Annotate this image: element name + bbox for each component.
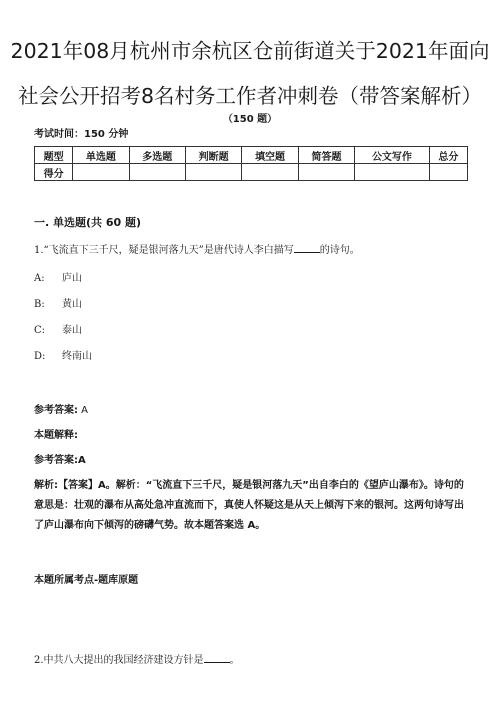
table-header-cell: 单选题 (73, 147, 129, 164)
option-text: 庐山 (62, 273, 82, 284)
answer-blank (204, 653, 230, 663)
answer-label: 参考答案: (34, 405, 78, 416)
option-key: A: (34, 273, 45, 284)
score-cell (242, 164, 298, 181)
explanation-title: 本题解释: (34, 430, 78, 441)
score-cell (429, 164, 467, 181)
question-text-after: 。 (229, 655, 240, 666)
option-key: B: (34, 299, 45, 310)
table-header-cell: 判断题 (185, 147, 241, 164)
score-table-score-row (35, 164, 468, 181)
table-header-cell: 填空题 (242, 147, 298, 164)
option-text: 黄山 (62, 299, 82, 310)
score-cell (298, 164, 354, 181)
explanation-text: 解析:【答案】A。解析：“飞流直下三千尺，疑是银河落九天”出自李白的《望庐山瀑布》。诗句的意思是：壮观的瀑布从高处急冲直流而下，真使人怀疑这是从天上倾泻下来的银河。这两句诗写出了庐山瀑布向下倾泻的磅礴气势。故本题答案选 A。 (34, 480, 464, 531)
exam-time: 考试时间：150 分钟 (34, 129, 129, 140)
reference-answer (34, 401, 88, 416)
answer-value: A (78, 405, 89, 416)
score-cell (355, 164, 430, 181)
option-d (34, 347, 92, 362)
option-a (34, 269, 82, 284)
document-title-line2: 社会公开招考8名村务工作者冲刺卷（带答案解析） (17, 84, 483, 108)
table-header-cell: 题型 (35, 147, 73, 164)
question-text-after: 的诗句。 (319, 245, 360, 256)
option-b (34, 295, 82, 310)
score-cell (129, 164, 185, 181)
question-text-before: 1.“飞流直下三千尺，疑是银河落九天”是唐代诗人李白描写 (34, 245, 294, 256)
score-cell (185, 164, 241, 181)
topic-label: 本题所属考点-题库原题 (34, 575, 139, 586)
document-title-line1: 2021年08月杭州市余杭区仓前街道关于2021年面向 (10, 39, 490, 63)
option-key: D: (34, 351, 46, 362)
table-header-cell: 总分 (429, 147, 467, 164)
question-1-text (34, 241, 360, 256)
answer-blank (294, 243, 320, 253)
score-cell (73, 164, 129, 181)
option-text: 泰山 (62, 325, 82, 336)
score-table (34, 146, 468, 181)
question-2-text (34, 651, 240, 666)
reference-answer-2: 参考答案:A (34, 455, 86, 466)
option-key: C: (34, 325, 46, 336)
question-count: （150 题） (222, 114, 278, 125)
section-title: 一. 单选题(共 60 题) (34, 216, 142, 229)
score-row-label: 得分 (35, 164, 73, 181)
table-header-cell: 公文写作 (355, 147, 430, 164)
question-text-before: 2.中共八大提出的我国经济建设方针是 (34, 655, 204, 666)
table-header-cell: 简答题 (298, 147, 354, 164)
table-header-cell: 多选题 (129, 147, 185, 164)
score-table-header-row (35, 147, 468, 164)
option-text: 终南山 (62, 351, 92, 362)
option-c (34, 321, 82, 336)
